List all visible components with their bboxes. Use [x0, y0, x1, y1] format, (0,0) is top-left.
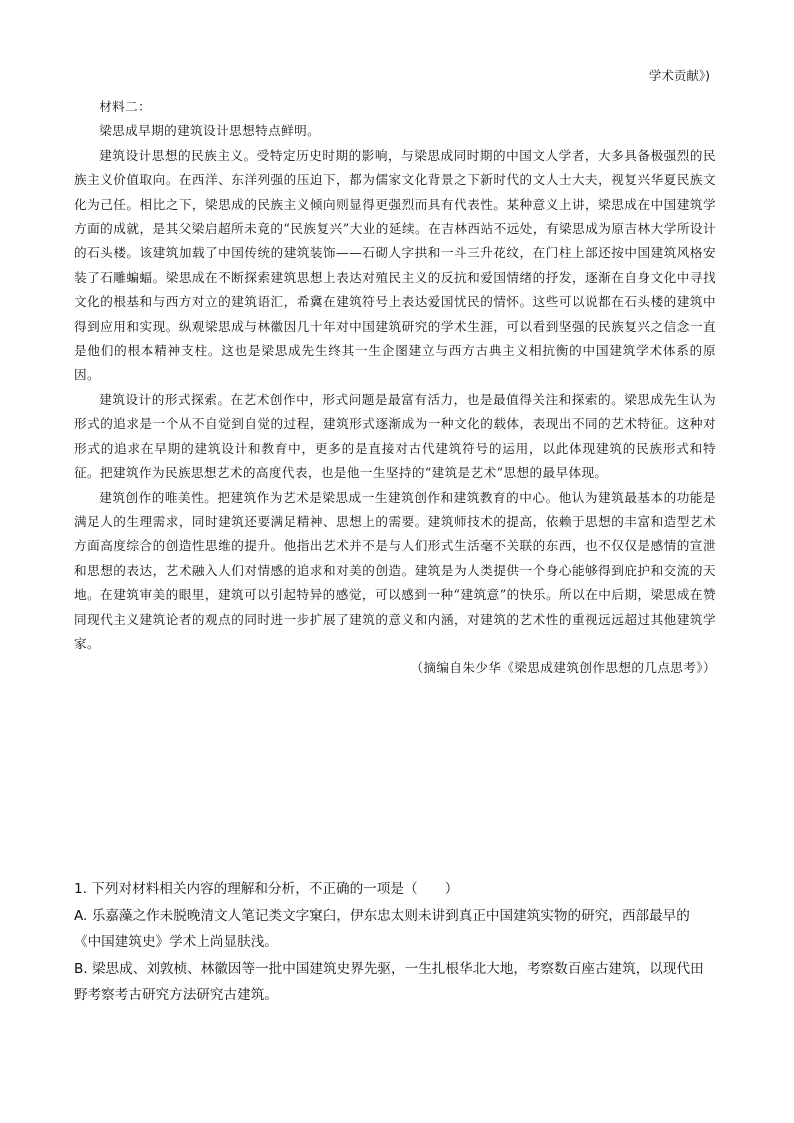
paragraph-nationalism: 建筑设计思想的民族主义。受特定历史时期的影响，与梁思成同时期的中国文人学者，大多具备极强烈的民族主义价值取向。在西洋、东洋列强的压迫下，都为儒家文化背景之下新时代的文人士大夫，视复兴华夏民族文化为己任。相比之下，梁思成的民族主义倾向则显得更强烈而具有代表性。某种意义上讲，梁思成在中国建筑学方面的成就，是其父梁启超所未竟的“民族复兴”大业的延续。在吉林西站不远处，有梁思成为原吉林大学所设计的石头楼。该建筑加载了中国传统的建筑装饰——石砌人字拱和一斗三升花纹，在门柱上部还按中国建筑风格安装了石雕蝙蝠。梁思成在不断探索建筑思想上表达对殖民主义的反抗和爱国情绪的抒发，逐渐在自身文化中寻找文化的根基和与西方对立的建筑语汇，希冀在建筑符号上表达爱国忧民的情怀。这些可以说都在石头楼的建筑中得到应用和实现。纵观梁思成与林徽因几十年对中国建筑研究的学术生涯，可以看到坚强的民族复兴之信念一直是他们的根本精神支柱。这也是梁思成先生终其一生企图建立与西方古典主义相抗衡的中国建筑学术体系的原因。 [74, 147, 716, 383]
material-2-section [74, 95, 716, 681]
material-intro: 梁思成早期的建筑设计思想特点鲜明。 [99, 123, 321, 139]
question-stem: 1. 下列对材料相关内容的理解和分析，不正确的一项是（ ） [74, 881, 459, 897]
previous-source-fragment: 学术贡献》) [648, 68, 710, 83]
paragraph-aesthetics: 建筑创作的唯美性。把建筑作为艺术是梁思成一生建筑创作和建筑教育的中心。他认为建筑最基本的功能是满足人的生理需求，同时建筑还要满足精神、思想上的需要。建筑师技术的提高，依赖于思想的丰富和造型艺术方面高度综合的创造性思维的提升。他指出艺术并不是与人们形式生活毫不关联的东西，也不仅仅是感情的宣泄和思想的表达，艺术融入人们对情感的追求和对美的创造。建筑是为人类提供一个身心能够得到庇护和交流的天地。在建筑审美的眼里，建筑可以引起特异的感觉，可以感到一种“建筑意”的快乐。所以在中后期，梁思成在赞同现代主义建筑论者的观点的同时进一步扩展了建筑的意义和内涵，对建筑的艺术性的重视远远超过其他建筑学家。 [74, 489, 716, 651]
paragraph-form-exploration: 建筑设计的形式探索。在艺术创作中，形式问题是最富有活力，也是最值得关注和探索的。梁思成先生认为形式的追求是一个从不自觉到自觉的过程，建筑形式逐渐成为一种文化的载体，表现出不同的艺术特征。这种对形式的追求在早期的建筑设计和教育中，更多的是直接对古代建筑符号的运用，以此体现建筑的民族形式和特征。把建筑作为民族思想艺术的高度代表，也是他一生坚持的“建筑是艺术”思想的最早体现。 [74, 391, 716, 481]
option-b: B. 梁思成、刘敦桢、林徽因等一批中国建筑史界先驱，一生扎根华北大地，考察数百座古建筑，以现代田野考察考古研究方法研究古建筑。 [74, 960, 704, 1004]
source-citation: （摘编自朱少华《梁思成建筑创作思想的几点思考》） [410, 660, 716, 676]
question-1 [74, 876, 716, 1009]
material-heading: 材料二： [99, 99, 152, 114]
option-a: A. 乐嘉藻之作未脱晚清文人笔记类文字窠臼，伊东忠太则未讲到真正中国建筑实物的研究，西部最早的《中国建筑史》学术上尚显肤浅。 [74, 907, 690, 951]
